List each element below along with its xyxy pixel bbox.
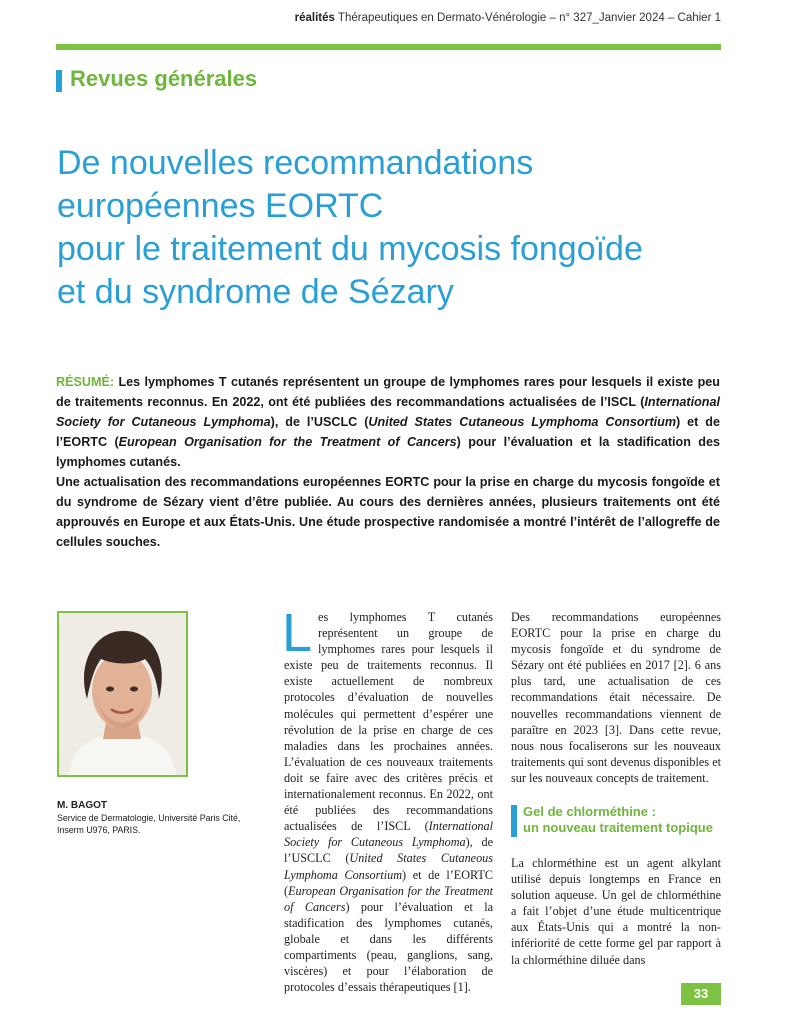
body-text: es lymphomes T cutanés représentent un groupe de lymphomes rares pour lesquels il existe peu de traitements reconnus. Il existe actuellement de nombreux protocoles d’évaluation de nouvelles molécules qui permettent d’espérer une révolution de la prise en charge de ces maladies dans les prochaines années. L’évaluation de ces nouveaux traitements doit se faire avec des critères précis et internationalement reconnus. En 2022, ont été publiées des recommandations actualisées de l’ISCL ( — [284, 610, 493, 834]
body-paragraph: La chlorméthine est un agent alkylant utilisé depuis longtemps en France en solution aqueuse. Un gel de chlorméthine a fait l’objet d’une étude multicentrique aux États-Unis qui a montré la non-infériorité de cette forme gel par rapport à la chlorméthine diluée dans — [511, 856, 721, 967]
abstract-text: ) et de l’EORTC ( — [56, 415, 720, 449]
title-line: et du syndrome de Sézary — [57, 273, 454, 311]
header-publication: Thérapeutiques en Dermato-Vénérologie – n° 327_Janvier 2024 – Cahier 1 — [337, 12, 721, 24]
body-column-2-continued — [511, 855, 721, 968]
section-marker — [56, 70, 62, 92]
header-brand: réalités — [294, 12, 335, 24]
body-text: ), de l’USCLC ( — [284, 835, 493, 866]
title-line: pour le traitement du mycosis fongoïde — [57, 230, 643, 268]
header-rule — [56, 44, 721, 50]
subheading-line-2: un nouveau traitement topique — [523, 820, 713, 835]
abstract-text: ), de l’USCLC ( — [270, 415, 369, 429]
abstract-paragraph-1 — [56, 372, 720, 472]
abstract-italic: European Organisation for the Treatment of Cancers — [118, 435, 457, 449]
body-column-2 — [511, 609, 721, 786]
abstract-text: ) pour l’évaluation et la stadification des lymphomes cutanés. — [56, 435, 720, 469]
body-column-1 — [282, 603, 493, 995]
body-text: ) et de l’EORTC ( — [284, 867, 493, 898]
abstract-text: Les lymphomes T cutanés représentent un groupe de lymphomes rares pour lesquels il existe peu de traitements reconnus. En 2022, ont été publiées des recommandations actualisées de l’ISCL ( — [56, 375, 720, 409]
body-paragraph — [282, 603, 493, 995]
abstract-italic: International Society for Cutaneous Lymphoma — [56, 395, 720, 429]
author-affiliation: Service de Dermatologie, Université Paris Cité, Inserm U976, PARIS. — [57, 813, 241, 835]
body-paragraph: Des recommandations européennes EORTC pour la prise en charge du mycosis fongoïde et du syndrome de Sézary ont été publiées en 2017 [2]. 6 ans plus tard, une actualisation de ces recommandations était nécessaire. De nouvelles recommandations viennent de paraître en 2023 [3]. Dans cette revue, nous nous focaliserons sur les nouveaux traitements qui sont devenus disponibles et sur les nouveaux concepts de traitement. — [511, 610, 721, 785]
title-line: De nouvelles recommandations — [57, 144, 534, 182]
subheading — [523, 804, 723, 836]
author-portrait-illustration — [59, 613, 186, 775]
subheading-line-1: Gel de chlorméthine : — [523, 804, 656, 819]
body-text: ) pour l’évaluation et la stadification des lymphomes cutanés, globale et dans les différents compartiments (peau, ganglions, sang, viscères) et pour l’élaboration de protocoles d’essais thérapeutiques [1]. — [284, 899, 493, 995]
body-italic: International Society for Cutaneous Lymphoma — [284, 819, 493, 850]
section-label: Revues générales — [70, 66, 258, 91]
abstract-paragraph-2: Une actualisation des recommandations européennes EORTC pour la prise en charge du mycosis fongoïde et du syndrome de Sézary vient d’être publiée. Au cours des dernières années, plusieurs traitements ont été approuvés en Europe et aux États-Unis. Une étude prospective randomisée a montré l’intérêt de l’allogreffe de cellules souches. — [56, 475, 720, 549]
subheading-marker — [511, 805, 517, 837]
author-photo — [57, 611, 188, 777]
abstract-italic: United States Cutaneous Lymphoma Consortium — [368, 415, 677, 429]
running-header — [53, 12, 721, 24]
abstract — [56, 372, 720, 552]
article-title — [57, 142, 737, 314]
drop-cap: L — [282, 603, 313, 663]
abstract-label: RÉSUMÉ: — [56, 375, 115, 389]
body-italic: United States Cutaneous Lymphoma Consortium — [284, 851, 493, 882]
body-italic: European Organisation for the Treatment of Cancers — [284, 883, 493, 914]
title-line: européennes EORTC — [57, 187, 384, 225]
author-name: M. BAGOT — [57, 800, 107, 811]
page-number: 33 — [681, 983, 721, 1005]
